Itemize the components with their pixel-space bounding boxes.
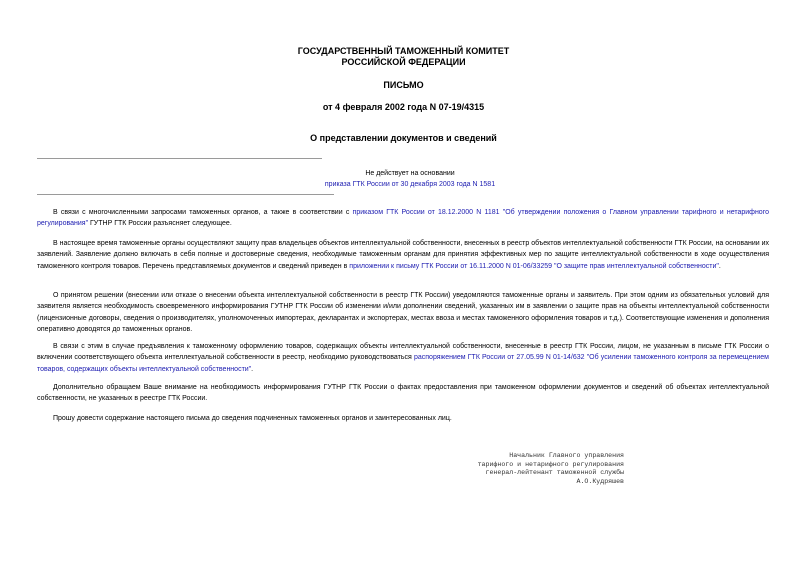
paragraph-4-tail: .	[251, 365, 254, 373]
status-link[interactable]: приказа ГТК России от 30 декабря 2003 года N 1581	[324, 181, 496, 188]
paragraph-2-tail: .	[718, 262, 721, 270]
signature-block	[478, 452, 624, 486]
status-note: Не действует на основании	[365, 170, 455, 177]
doc-title: О представлении документов и сведений	[310, 133, 497, 143]
letter-33259-link[interactable]: приложении к письму ГТК России от 16.11.2000 N 01-06/33259 "О защите прав интеллектуальной собственности"	[349, 262, 719, 270]
paragraph-1-text: В связи с многочисленными запросами таможенных органов, а также в соответствии с	[53, 209, 353, 216]
order-1181-link[interactable]: приказом ГТК России от 18.12.2000 N 1181 "Об утверждении положения о Главном управлении тарифного и нетарифного регулирования"	[37, 209, 769, 228]
signature-line2: тарифного и нетарифного регулирования	[477, 460, 624, 468]
doc-date: от 4 февраля 2002 года N 07-19/4315	[322, 102, 485, 112]
signature-line4: А.О.Кудряшев	[576, 477, 624, 485]
paragraph-2-text: В настоящее время таможенные органы осуществляют защиту прав владельцев объектов интеллектуальной собственности, внесенных в реестр объектов интеллектуальной собственности ГТК России, на основании их заявлений. Заявление должно включать в себя полные и достоверные сведения, необходимые таможенным органам для принятия эффективных мер по защите интеллектуальной собственности в ходе осуществления таможенного контроля товаров. Перечень представляемых документов и сведений приведен в	[37, 240, 769, 270]
paragraph-5: Дополнительно обращаем Ваше внимание на необходимость информирования ГУТНР ГТК России о фактах предоставления при таможенном оформлении документов и сведений об объектах интеллектуальной собственности, не указанных в реестре ГТК России.	[37, 384, 769, 403]
paragraph-4-text: В связи с этим в случае предъявления к таможенному оформлению товаров, содержащих объекты интеллектуальной собственности, внесенные в реестр ГТК России, лицом, не указанным в письме ГТК России о включении соответствующего объекта интеллектуальной собственности в реестр, необходимо руководствоваться	[37, 343, 769, 362]
org-name-line2: РОССИЙСКОЙ ФЕДЕРАЦИИ	[341, 57, 466, 67]
divider-bottom	[37, 194, 334, 195]
paragraph-1	[37, 207, 769, 230]
paragraph-6: Прошу довести содержание настоящего письма до сведения подчиненных таможенных органов и заинтересованных лиц.	[53, 415, 452, 422]
status-link-wrap	[230, 179, 590, 190]
signature-line1: Начальник Главного управления	[509, 452, 624, 459]
signature-line3: генерал-лейтенант таможенной службы	[485, 469, 624, 476]
doc-type: ПИСЬМО	[383, 80, 424, 90]
paragraph-1-tail: ГУТНР ГТК России разъясняет следующее.	[88, 220, 232, 228]
org-name-line1: ГОСУДАРСТВЕННЫЙ ТАМОЖЕННЫЙ КОМИТЕТ	[297, 46, 510, 56]
paragraph-4	[37, 341, 769, 375]
paragraph-3: О принятом решении (внесении или отказе о внесении объекта интеллектуальной собственности в реестр ГТК России) уведомляются таможенные органы и заявитель. При этом одним из обязательных условий для заявителя является необходимость своевременного информирования ГУТНР ГТК России об изменении и/или дополнении сведений, указанных им в заявлении о защите прав на объекты интеллектуальной собственности (лицензионные договоры, сведения о производителях, уполномоченных импортерах, декларантах и экспортерах, местах ввоза и местах таможенного оформления товаров и т.д.). Соответствующие изменения и дополнения оперативно доводятся до таможенных органов.	[37, 292, 769, 333]
divider-top	[37, 158, 322, 159]
paragraph-2	[37, 238, 769, 272]
order-632-link[interactable]: распоряжением ГТК России от 27.05.99 N 01-14/632 "Об усилении таможенного контроля за перемещением товаров, содержащих объекты интеллектуальной собственности"	[37, 354, 769, 373]
